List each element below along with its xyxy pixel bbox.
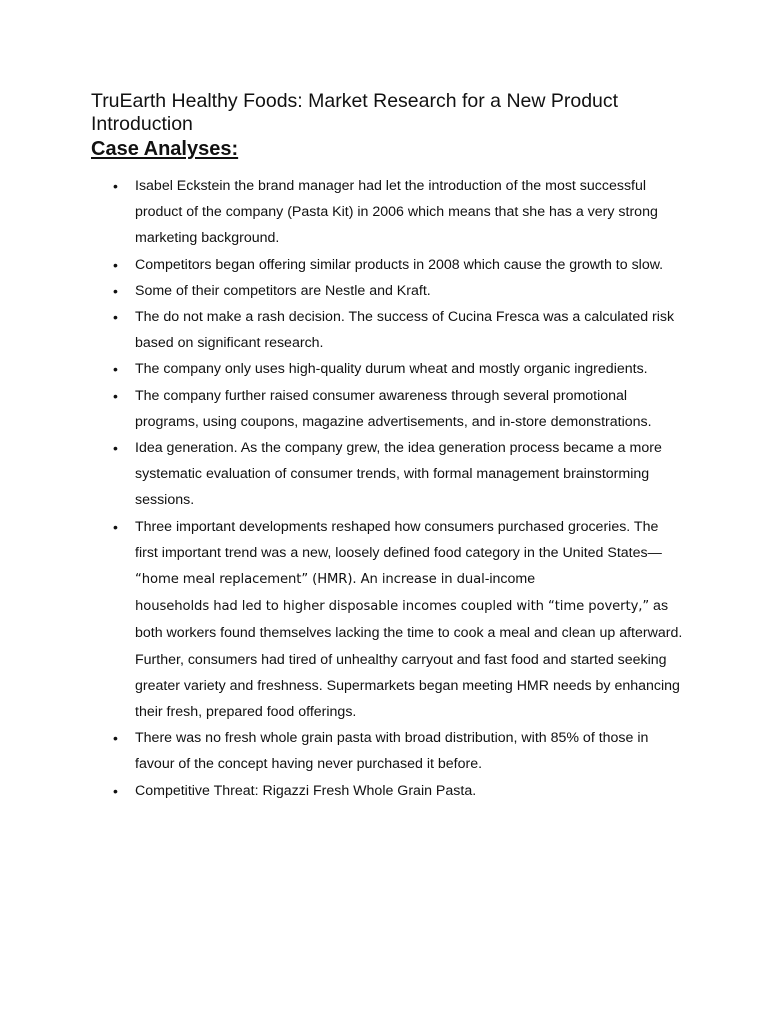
list-item-text: The do not make a rash decision. The success of Cucina Fresca was a calculated risk based on significant research. <box>135 309 675 352</box>
bullet-icon: • <box>113 361 118 378</box>
list-item-text: Competitors began offering similar products in 2008 which cause the growth to slow. <box>135 256 664 273</box>
bullet-icon: • <box>113 782 118 799</box>
list-item <box>0 383 768 435</box>
list-item-text-quote: “home meal replacement” (HMR). An increase in dual- <box>135 572 490 588</box>
bullet-icon: • <box>113 518 118 535</box>
list-item <box>0 778 768 804</box>
list-item-text: Some of their competitors are Nestle and Kraft. <box>135 282 431 299</box>
list-item <box>0 435 768 514</box>
list-item <box>0 356 768 382</box>
bullet-icon: • <box>113 440 118 457</box>
list-item <box>0 252 768 278</box>
list-item <box>0 514 768 726</box>
list-item-text: The company further raised consumer awareness through several promotional programs, using coupons, magazine advertisements, and in-store demonstrations. <box>135 387 652 430</box>
list-item-text: The company only uses high-quality durum wheat and mostly organic ingredients. <box>135 361 648 378</box>
list-item-text-quote: households had led to higher disposable incomes coupled with “time poverty,” <box>135 599 650 615</box>
bullet-icon: • <box>113 387 118 404</box>
bullet-icon: • <box>113 256 118 273</box>
list-item-text: Idea generation. As the company grew, the idea generation process became a more systematic evaluation of consumer trends, with formal management brainstorming sessions. <box>135 440 662 509</box>
document-title: TruEarth Healthy Foods: Market Research for a New Product Introduction <box>91 90 619 135</box>
section-heading: Case Analyses: <box>91 138 239 160</box>
list-item <box>0 278 768 304</box>
list-item <box>0 173 768 252</box>
list-item-text: There was no fresh whole grain pasta with broad distribution, with 85% of those in favour of the concept having never purchased it before. <box>135 730 649 773</box>
bullet-icon: • <box>113 309 118 326</box>
list-item <box>0 304 768 356</box>
bullet-icon: • <box>113 730 118 747</box>
list-item-text: income <box>489 571 536 588</box>
list-item-text: Three important developments reshaped how consumers purchased groceries. The first important trend was a new, loosely defined food category in the United States— <box>135 518 662 561</box>
list-item-text: as both workers found themselves lacking the time to cook a meal and clean up afterward. Further, consumers had tired of unhealthy carryout and fast food and started seeking greater variety and freshness. Supermarkets began meeting HMR needs by enhancing their fresh, prepared food offerings. <box>135 598 683 721</box>
bullet-icon: • <box>113 282 118 299</box>
list-item-text: Isabel Eckstein the brand manager had let the introduction of the most successful product of the company (Pasta Kit) in 2006 which means that she has a very strong marketing background. <box>135 178 658 247</box>
bullet-icon: • <box>113 178 118 194</box>
bullet-list <box>0 173 768 804</box>
list-item-text: Competitive Threat: Rigazzi Fresh Whole Grain Pasta. <box>135 782 477 799</box>
list-item <box>0 725 768 777</box>
